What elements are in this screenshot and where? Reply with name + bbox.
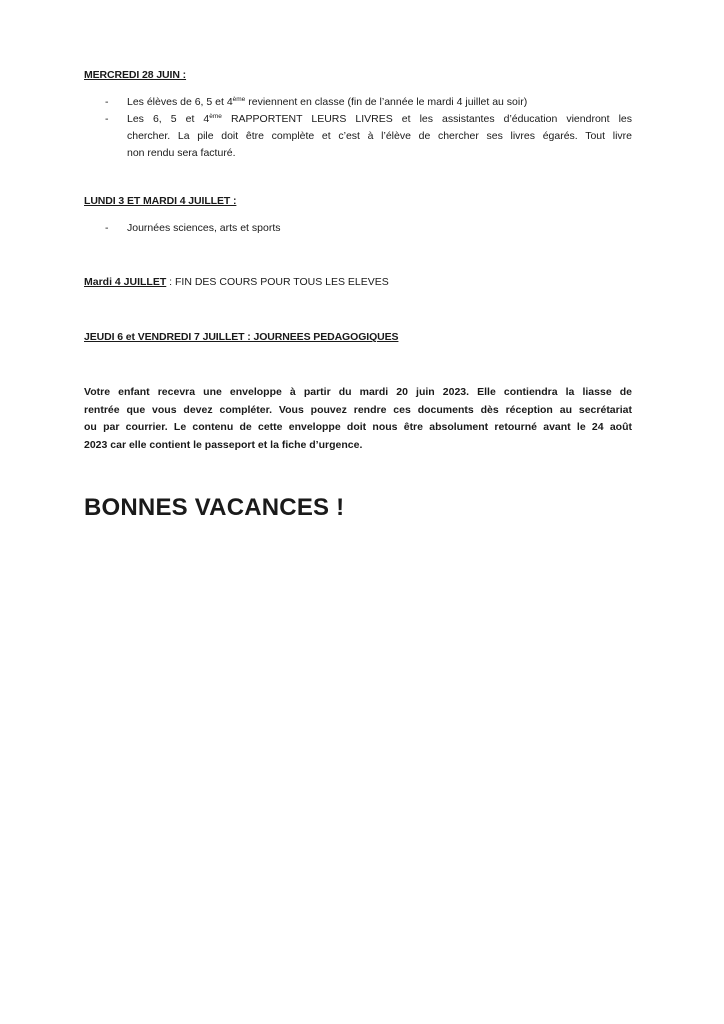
bullet-dash: -: [105, 222, 109, 234]
item-line: non rendu sera facturé.: [127, 147, 236, 159]
notice-line: Votre enfant recevra une enveloppe à partir du mardi 20 juin 2023. Elle contiendra la liasse de: [84, 386, 632, 398]
heading-monday-tuesday: LUNDI 3 ET MARDI 4 JUILLET :: [84, 195, 237, 207]
bullet-dash: -: [105, 96, 109, 108]
envelope-notice: [84, 384, 632, 454]
superscript: ème: [209, 113, 222, 120]
list-item: [84, 220, 632, 237]
item-text: Journées sciences, arts et sports: [127, 222, 281, 234]
bullet-dash: -: [105, 113, 109, 125]
tuesday-date: Mardi 4 JUILLET: [84, 276, 167, 288]
tuesday-text: : FIN DES COURS POUR TOUS LES ELEVES: [166, 276, 389, 288]
list-item: [84, 111, 632, 162]
item-text: Les élèves de 6, 5 et 4: [127, 96, 233, 108]
item-line: chercher. La pile doit être complète et c’est à l’élève de chercher ses livres égarés. Tout livre: [127, 130, 632, 142]
notice-line: 2023 car elle contient le passeport et la fiche d’urgence.: [84, 438, 363, 451]
tuesday-end-of-classes: [84, 276, 389, 288]
list-item: [84, 94, 632, 111]
heading-wednesday-28-june: MERCREDI 28 JUIN :: [84, 69, 187, 81]
notice-line: ou par courrier. Le contenu de cette enveloppe doit nous être absolument retourné avant le 24 août: [84, 421, 632, 433]
superscript: ème: [232, 96, 246, 103]
item-line: Les 6, 5 et 4ème RAPPORTENT LEURS LIVRES et les assistantes d’éducation viendront les: [127, 113, 632, 125]
item-text: reviennent en classe (fin de l’année le mardi 4 juillet au soir): [245, 96, 528, 108]
heading-pedagogical-days: JEUDI 6 et VENDREDI 7 JUILLET : JOURNEES PEDAGOGIQUES: [84, 331, 399, 343]
closing-title: BONNES VACANCES !: [84, 494, 345, 521]
monday-tuesday-list: [84, 220, 632, 237]
wednesday-list: [84, 94, 632, 162]
notice-line: rentrée que vous devez compléter. Vous pouvez rendre ces documents dès réception au secrétariat: [84, 403, 632, 416]
